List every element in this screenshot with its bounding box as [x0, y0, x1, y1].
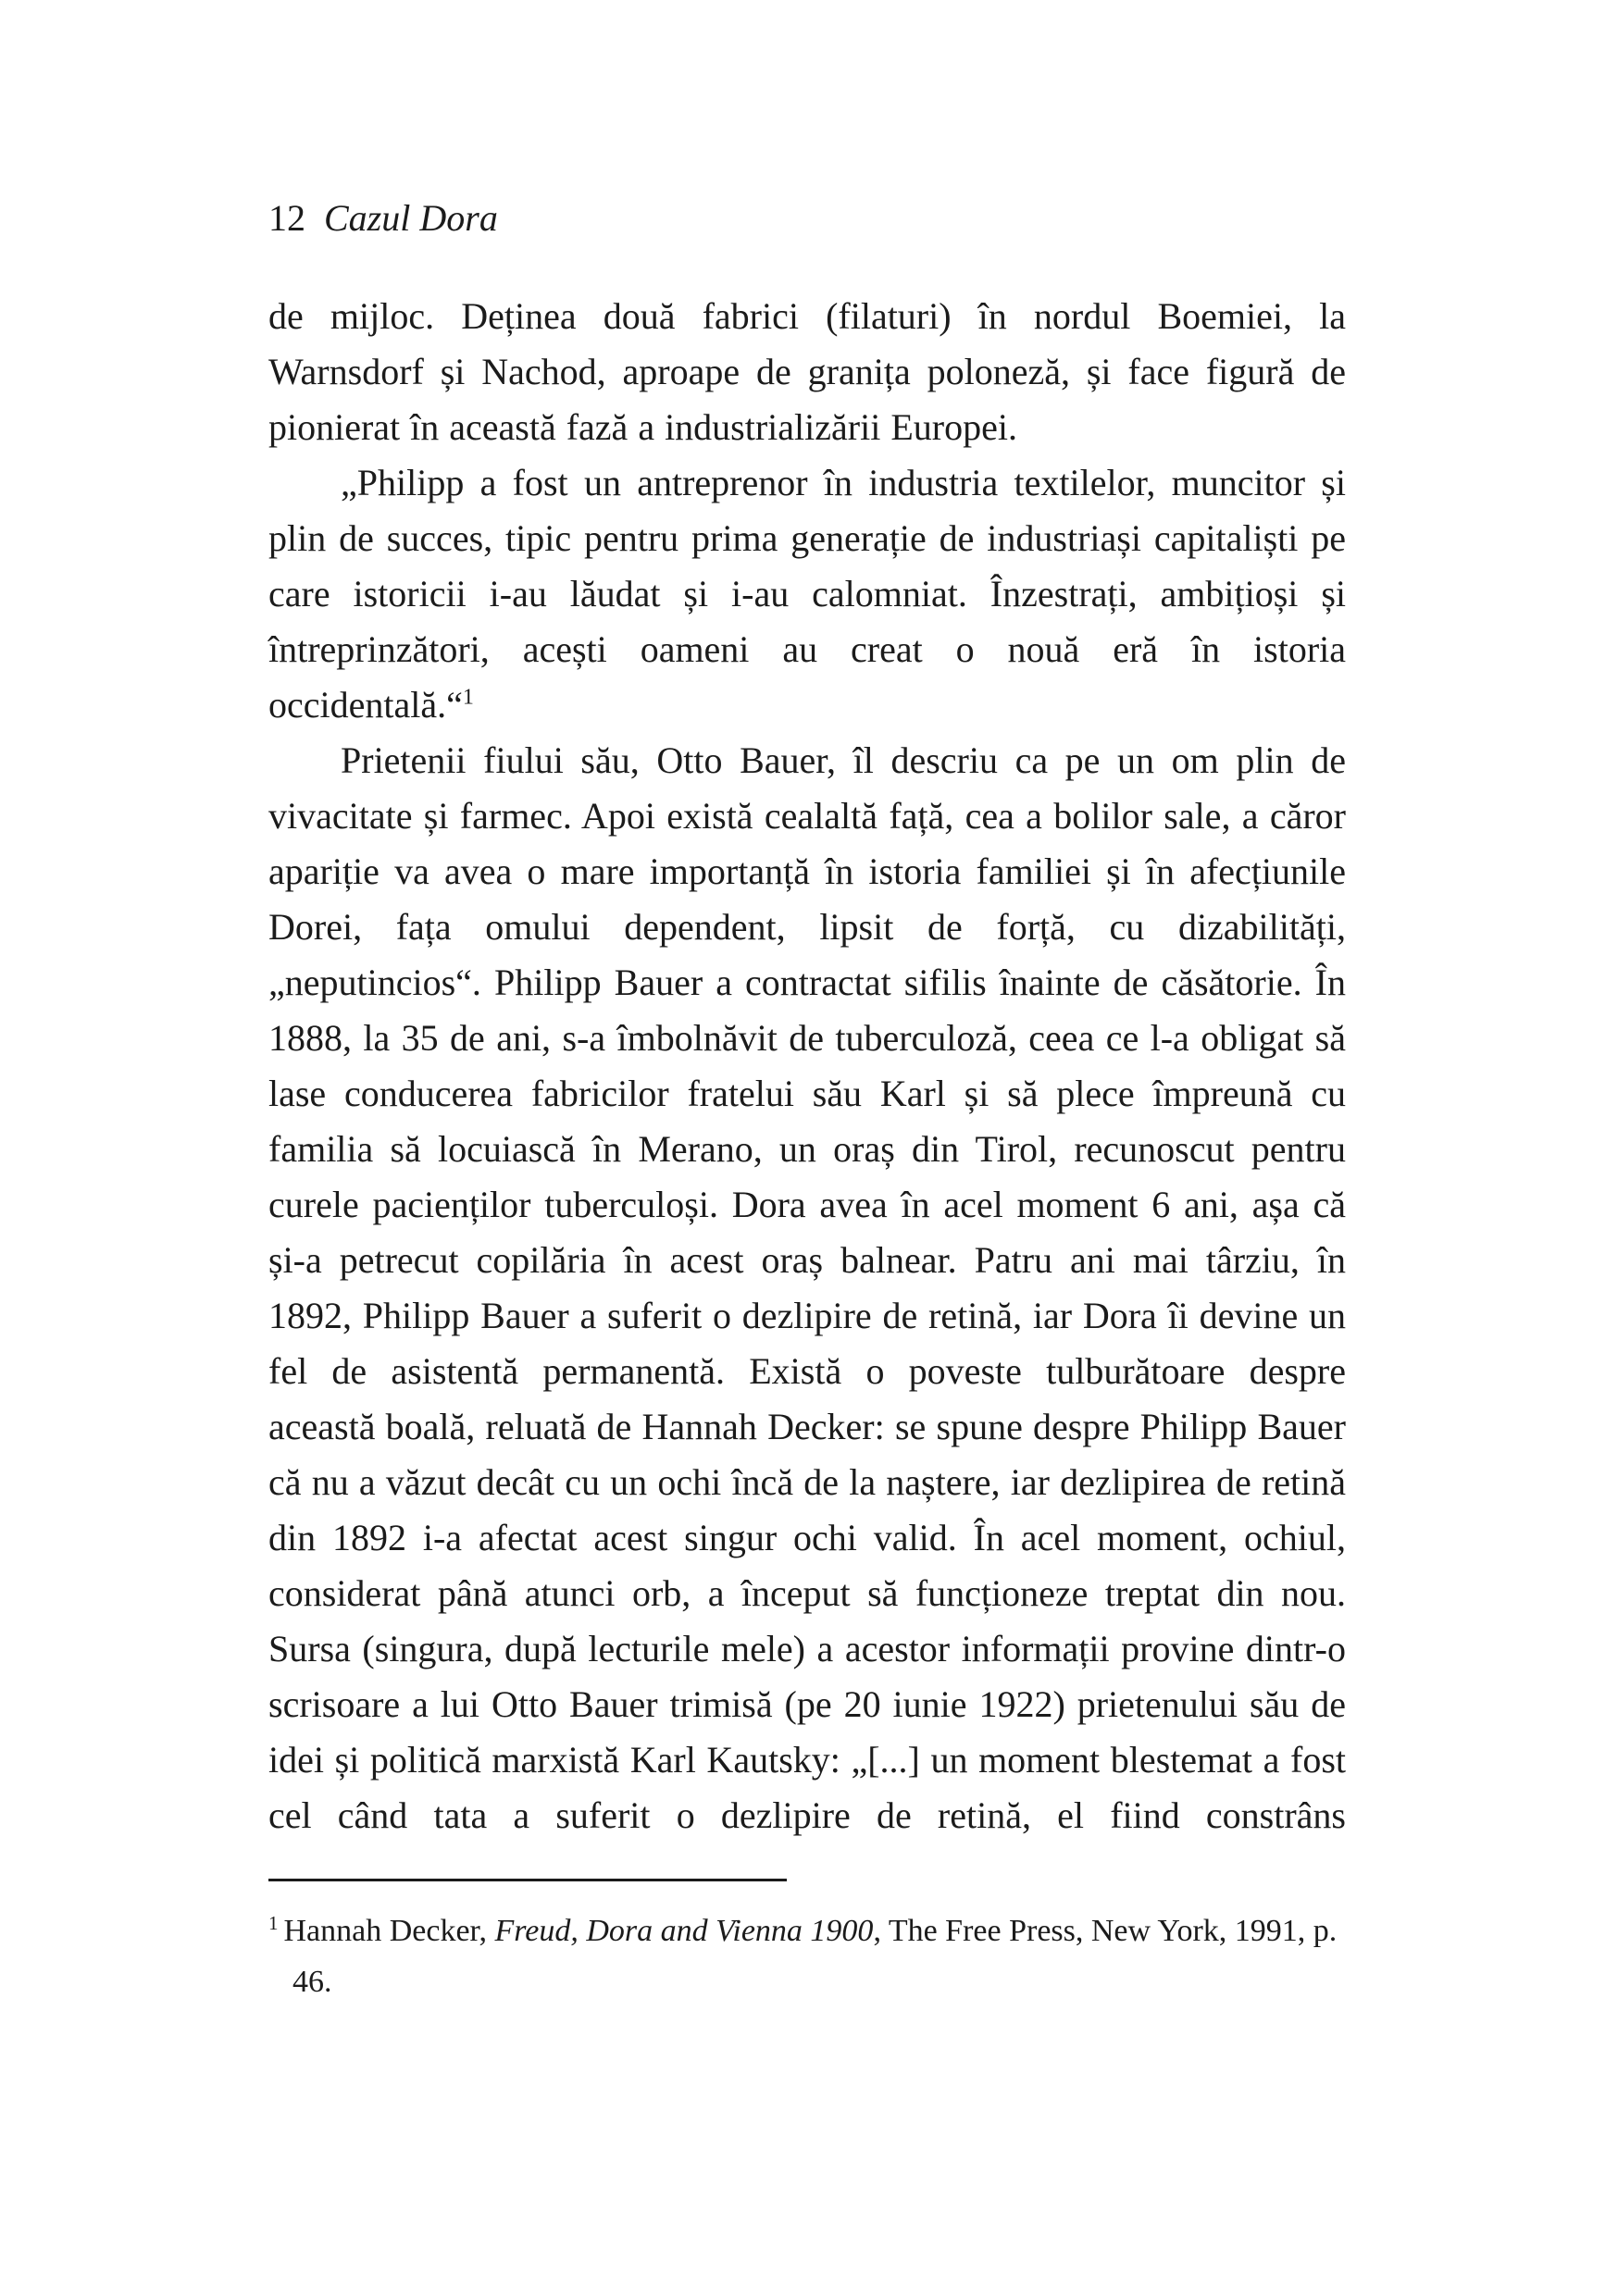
page-header — [268, 196, 1346, 241]
paragraph-text: de mijloc. Deținea două fabrici (filaturi) în nordul Boemiei, la Warnsdorf și Nachod, aproape de granița poloneză, și face figură de pionierat în această fază a industrializării Europei. — [268, 295, 1346, 448]
running-title: Cazul Dora — [324, 197, 498, 239]
footnote-reference: 1 — [462, 685, 474, 710]
page-number: 12 — [268, 197, 305, 239]
footnote-area — [268, 1879, 1346, 2007]
body-text — [268, 289, 1346, 1843]
footnote-text-before: Hannah Decker, — [283, 1914, 495, 1948]
paragraph-continuation — [268, 289, 1346, 455]
footnote-divider-rule — [268, 1879, 787, 1881]
footnote-text-after: , The Free Press, New York, 1991, p. 46. — [292, 1914, 1338, 1999]
footnote — [268, 1905, 1346, 2007]
paragraph-text: „Philipp a fost un antreprenor în industria textilelor, muncitor și plin de succes, tipic pentru prima generație de industriași capitaliști pe care istoricii i-au lăudat și i-au calomniat. Înzestrați, ambițioși și întreprinzători, acești oameni au creat o nouă eră în istoria occidentală.“ — [268, 462, 1346, 726]
footnote-marker: 1 — [268, 1911, 279, 1934]
text-block — [268, 196, 1346, 2007]
paragraph-text: Prietenii fiului său, Otto Bauer, îl descriu ca pe un om plin de vivacitate și farmec. Apoi există cealaltă față, cea a bolilor sale, a căror apariție va avea o mare importanță în istoria familiei și în afecțiunile Dorei, fața omului dependent, lipsit de forță, cu dizabilități, „neputincios“. Philipp Bauer a contractat sifilis înainte de căsătorie. În 1888, la 35 de ani, s-a îmbolnăvit de tuberculoză, ceea ce l-a obligat să lase conducerea fabricilor fratelui său Karl și să plece împreună cu familia să locuiască în Merano, un oraș din Tirol, recunoscut pentru curele pacienților tuberculoși. Dora avea în acel moment 6 ani, așa că și-a petrecut copilăria în acest oraș balnear. Patru ani mai târziu, în 1892, Philipp Bauer a suferit o dezlipire de retină, iar Dora îi devine un fel de asistentă permanentă. Există o poveste tulburătoare despre această boală, reluată de Hannah Decker: se spune despre Philipp Bauer că nu a văzut decât cu un ochi încă de la naștere, iar dezlipirea de retină din 1892 i-a afectat acest singur ochi valid. În acel moment, ochiul, considerat până atunci orb, a început să funcționeze treptat din nou. Sursa (singura, după lecturile mele) a acestor informații provine dintr-o scrisoare a lui Otto Bauer trimisă (pe 20 iunie 1922) prietenului său de idei și politică marxistă Karl Kautsky: „[...] un moment blestemat a fost cel când tata a suferit o dezlipire de retină, el fiind constrâns — [268, 739, 1346, 1836]
paragraph-quote — [268, 455, 1346, 733]
paragraph-main — [268, 733, 1346, 1843]
footnote-book-title: Freud, Dora and Vienna 1900 — [494, 1914, 874, 1948]
